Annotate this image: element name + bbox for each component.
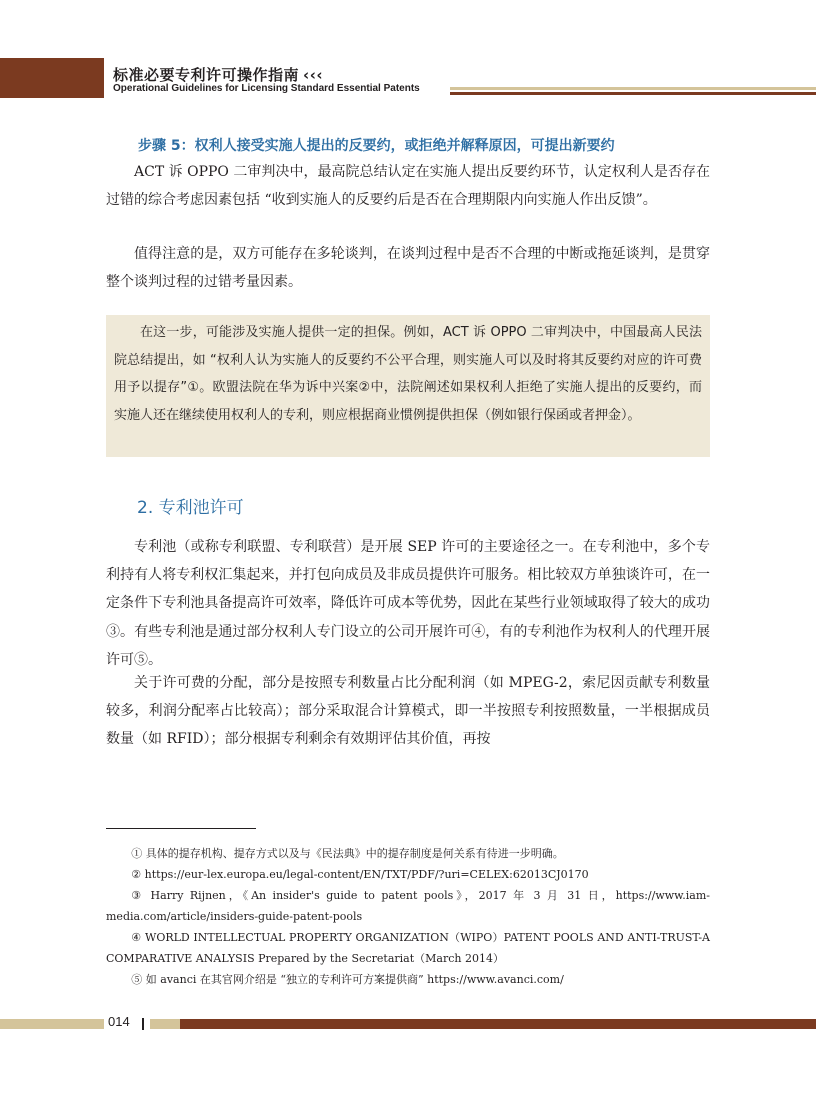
footnote-3: ③ Harry Rijnen，《An insider's guide to patent pools》，2017 年 3 月 31 日，https://www.iam-media.com/article/insiders-guide-patent-pools	[106, 889, 710, 923]
footnote-4: ④ WORLD INTELLECTUAL PROPERTY ORGANIZATION（WIPO）PATENT POOLS AND ANTI-TRUST-A COMPARATIVE ANALYSIS Prepared by the Secretariat（March 2014）	[106, 931, 710, 965]
footnote-1: ① 具体的提存机构、提存方式以及与《民法典》中的提存制度是何关系有待进一步明确。	[131, 847, 564, 860]
footer-accent-light	[150, 1019, 180, 1029]
header-rule-light	[450, 87, 816, 90]
chevron-left-icon: ‹‹‹	[303, 66, 324, 84]
footer-accent-band	[0, 1019, 104, 1029]
footer-divider	[142, 1018, 144, 1030]
paragraph: 关于许可费的分配，部分是按照专利数量占比分配利润（如 MPEG-2，索尼因贡献专利数量较多，利润分配率占比较高）；部分采取混合计算模式，即一半按照专利按照数量，一半根据成员数量（如 RFID）；部分根据专利剩余有效期评估其价值，再按	[106, 675, 710, 748]
footer-accent-dark	[180, 1019, 816, 1029]
section-heading: 2. 专利池许可	[137, 498, 244, 518]
footnote-2: ② https://eur-lex.europa.eu/legal-content/EN/TXT/PDF/?uri=CELEX:62013CJ0170	[131, 868, 589, 881]
footnotes	[106, 843, 710, 990]
header-accent-band	[0, 58, 104, 98]
page-number: 014	[108, 1014, 130, 1029]
highlight-box-text: 在这一步，可能涉及实施人提供一定的担保。例如，ACT 诉 OPPO 二审判决中，中国最高人民法院总结提出，如 “权利人认为实施人的反要约不公平合理，则实施人可以及时将其反要约对应的许可费用予以提存”①。欧盟法院在华为诉中兴案②中，法院阐述如果权利人拒绝了实施人提出的反要约，而实施人还在继续使用权利人的专利，则应根据商业惯例提供担保（例如银行保函或者押金）。	[114, 325, 702, 423]
footnote-rule	[106, 828, 256, 829]
running-header-subtitle: Operational Guidelines for Licensing Standard Essential Patents	[113, 83, 420, 94]
step-5-heading: 步骤 5：权利人接受实施人提出的反要约，或拒绝并解释原因，可提出新要约	[138, 138, 615, 154]
running-header-title	[113, 64, 323, 85]
running-header-title-text: 标准必要专利许可操作指南	[113, 66, 300, 84]
footnote-5: ⑤ 如 avanci 在其官网介绍是 “独立的专利许可方案提供商” https://www.avanci.com/	[131, 973, 564, 986]
paragraph: 专利池（或称专利联盟、专利联营）是开展 SEP 许可的主要途径之一。在专利池中，多个专利持有人将专利权汇集起来，并打包向成员及非成员提供许可服务。相比较双方单独谈许可，在一定条件下专利池具备提高许可效率，降低许可成本等优势，因此在某些行业领域取得了较大的成功③。有些专利池是通过部分权利人专门设立的公司开展许可④，有的专利池作为权利人的代理开展许可⑤。	[106, 539, 710, 668]
header-rule-dark	[450, 92, 816, 95]
paragraph: 值得注意的是，双方可能存在多轮谈判，在谈判过程中是否不合理的中断或拖延谈判，是贯穿整个谈判过程的过错考量因素。	[106, 246, 710, 291]
paragraph: ACT 诉 OPPO 二审判决中，最高院总结认定在实施人提出反要约环节，认定权利人是否存在过错的综合考虑因素包括 “收到实施人的反要约后是否在合理期限内向实施人作出反馈”。	[106, 164, 710, 209]
